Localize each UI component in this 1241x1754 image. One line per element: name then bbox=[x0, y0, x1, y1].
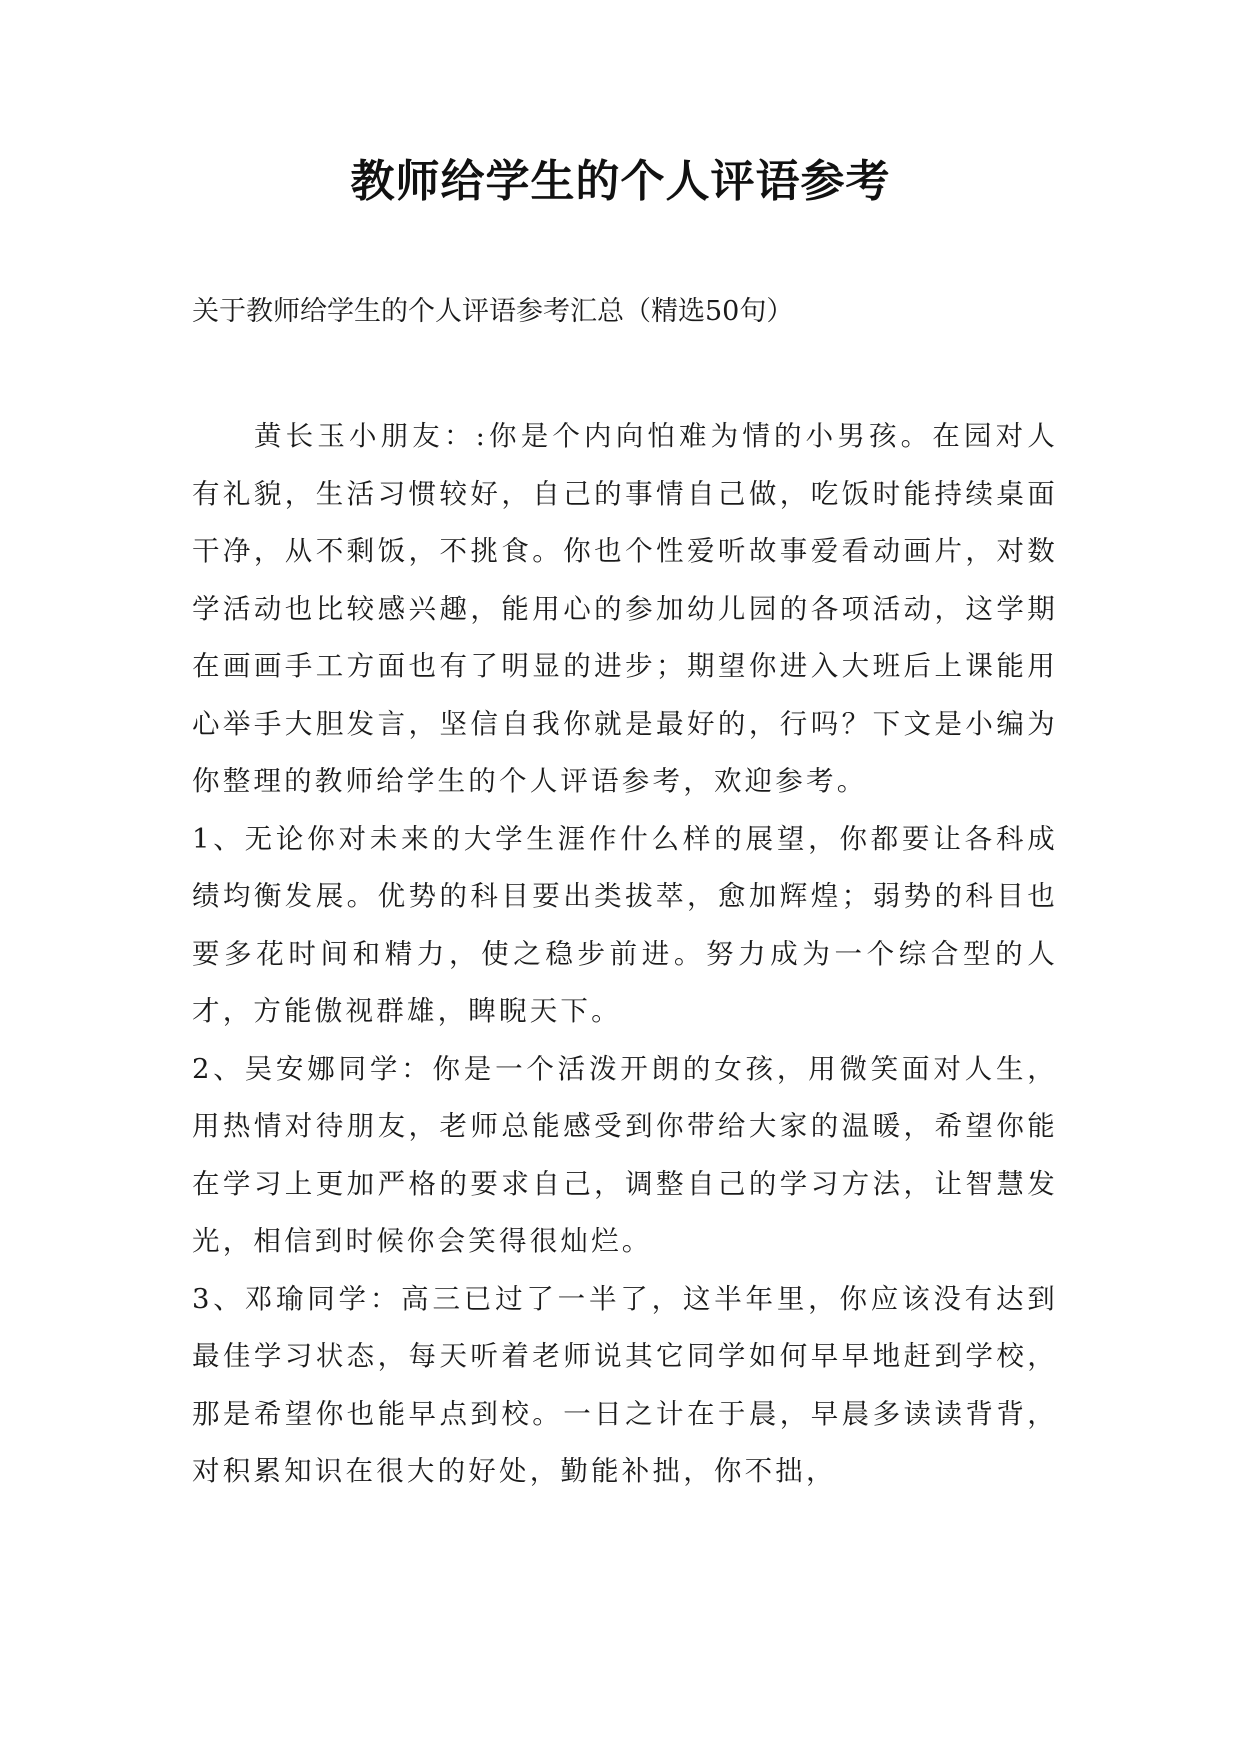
comment-paragraph-3: 3、邓瑜同学：高三已过了一半了，这半年里，你应该没有达到最佳学习状态，每天听着老师说其它同学如何早早地赶到学校，那是希望你也能早点到校。一日之计在于晨，早晨多读读背背，对积累知识在很大的好处，勤能补拙，你不拙， bbox=[192, 1282, 1058, 1487]
comment-paragraph-1: 1、无论你对未来的大学生涯作什么样的展望，你都要让各科成绩均衡发展。优势的科目要出类拔萃，愈加辉煌；弱势的科目也要多花时间和精力，使之稳步前进。努力成为一个综合型的人才，方能傲视群雄，睥睨天下。 bbox=[192, 822, 1058, 1027]
document-title: 教师给学生的个人评语参考 bbox=[350, 156, 891, 207]
intro-paragraph: 黄长玉小朋友：:你是个内向怕难为情的小男孩。在园对人有礼貌，生活习惯较好，自己的事情自己做，吃饭时能持续桌面干净，从不剩饭，不挑食。你也个性爱听故事爱看动画片，对数学活动也比较感兴趣，能用心的参加幼儿园的各项活动，这学期在画画手工方面也有了明显的进步；期望你进入大班后上课能用心举手大胆发言，坚信自我你就是最好的，行吗？下文是小编为你整理的教师给学生的个人评语参考，欢迎参考。 bbox=[192, 420, 1058, 797]
document-subtitle: 关于教师给学生的个人评语参考汇总（精选50句） bbox=[192, 296, 794, 327]
comment-paragraph-2: 2、吴安娜同学：你是一个活泼开朗的女孩，用微笑面对人生，用热情对待朋友，老师总能感受到你带给大家的温暖，希望你能在学习上更加严格的要求自己，调整自己的学习方法，让智慧发光，相信到时候你会笑得很灿烂。 bbox=[192, 1052, 1058, 1257]
document-body bbox=[192, 408, 1058, 1501]
